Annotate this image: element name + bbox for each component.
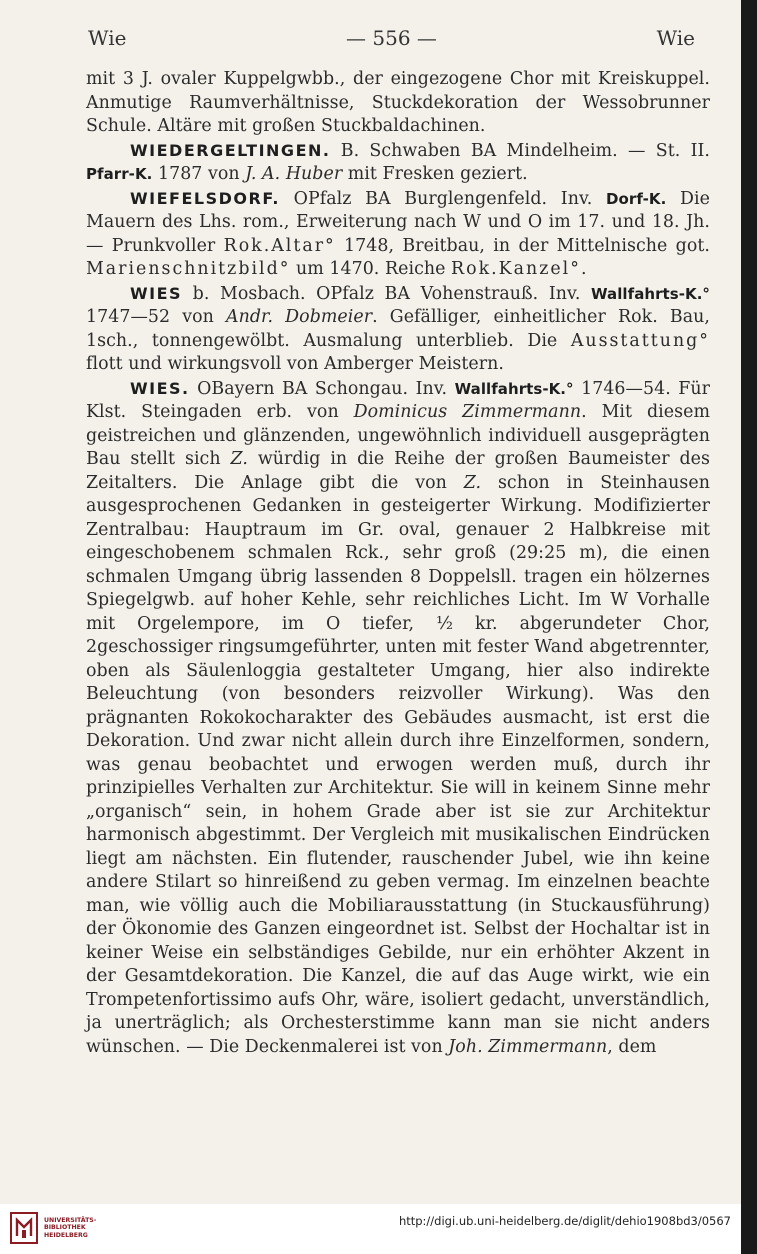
building-label: Wallfahrts-K.°	[454, 379, 574, 398]
spaced-term: Ausstattung°	[570, 330, 710, 351]
entry-heading: WIES.	[130, 378, 190, 398]
artist-abbrev: Z.	[230, 449, 248, 469]
entry-heading: WIEFELSDORF.	[130, 188, 280, 208]
running-header	[88, 26, 695, 50]
entry-wies-schongau: WIES. OBayern BA Schongau. Inv. Wallfahrts-K.° 1746—54. Für Klst. Steingaden erb. von Dominicus Zimmermann. Mit diesem geistreichen und glänzenden, ungewöhnlich individuell ausgeprägten Bau stellt sich Z. würdig in die Reihe der großen Baumeister des Zeitalters. Die Anlage gibt die von Z. schon in Steinhausen ausgesprochenen Gedanken in gesteigerter Wirkung. Modifizierter Zentralbau: Hauptraum im Gr. oval, genauer 2 Halbkreise mit eingeschobenem schmalen Rck., sehr groß (29:25 m), die einen schmalen Umgang übrig lassenden 8 Doppelsll. tragen ein hölzernes Spiegelgwb. auf hoher Kehle, sehr reichliches Licht. Im W Vorhalle mit Orgelempore, im O tiefer, ½ kr. abgerundeter Chor, 2geschossiger ringsumgeführter, unten mit fester Wand abgetrennter, oben als Säulenloggia gestalteter Umgang, hier also indirekte Beleuchtung (von besonders reizvoller Wirkung). Was den prägnanten Rokokocharakter des Gebäudes ausmacht, ist erst die Dekoration. Und zwar nicht allein durch ihre Einzelformen, sondern, was genau beobachtet und erwogen werden muß, durch ihr prinzipielles Verhalten zur Architektur. Sie will in keinem Sinne mehr „organisch“ sein, in hohem Grade aber ist sie zur Architektur harmonisch abgestimmt. Der Vergleich mit musikalischen Eindrücken liegt am nächsten. Ein flutender, rauschender Jubel, wie ihn keine andere Stilart so hinreißend zu geben vermag. Im einzelnen beachte man, wie völlig auch die Mobiliarausstattung (in Stuckausführung) der Ökonomie des Ganzen eingeordnet ist. Selbst der Hochaltar ist in keiner Weise ein selbständiges Gebilde, nur ein erhöhter Akzent in der Gesamtdekoration. Die Kanzel, die auf das Auge wirkt, wie ein Trompetenfortissimo aufs Ohr, wäre, isoliert gedacht, unverständlich, ja unerträglich; als Orchesterstimme kann man sie nicht anders wünschen. — Die Deckenmalerei ist von Joh. Zimmermann, dem	[86, 378, 710, 1057]
library-logo[interactable]	[10, 1212, 96, 1244]
spaced-term: Rok.Kanzel°	[451, 259, 581, 279]
permalink-url[interactable]: http://digi.ub.uni-heidelberg.de/diglit/dehio1908bd3/0567	[398, 1214, 731, 1228]
header-left-keyword: Wie	[88, 26, 127, 50]
artist-name: J. A. Huber	[245, 164, 343, 184]
entry-heading: WIEDERGELTINGEN.	[130, 140, 331, 160]
artist-name: Joh. Zimmermann	[448, 1036, 608, 1057]
entry-wiefelsdorf: WIEFELSDORF. OPfalz BA Burglengenfeld. Inv. Dorf-K. Die Mauern des Lhs. rom., Erweiterung nach W und O im 17. und 18. Jh. — Prunkvoller Rok.Altar° 1748, Breitbau, in der Mittelnische got. Marienschnitzbild° um 1470. Reiche Rok.Kanzel°.	[86, 188, 711, 279]
page-number: — 556 —	[346, 26, 437, 50]
page-body	[86, 68, 710, 1059]
viewer-footer	[0, 1204, 741, 1254]
header-right-keyword: Wie	[656, 26, 695, 50]
university-seal-icon	[10, 1212, 38, 1244]
building-label: Dorf-K.	[606, 189, 667, 208]
artist-name: Andr. Dobmeier	[226, 307, 373, 327]
building-label: Wallfahrts-K.°	[591, 284, 710, 303]
artist-name: Dominicus Zimmermann	[353, 402, 582, 422]
spaced-term: Rok.Altar°	[223, 235, 336, 256]
entry-heading: WIES	[130, 283, 183, 303]
entry-wies-mosbach: WIES b. Mosbach. OPfalz BA Vohenstrauß. Inv. Wallfahrts-K.° 1747—52 von Andr. Dobmeier. Gefälliger, einheitlicher Rok. Bau, 1sch., tonnengewölbt. Ausmalung unterblieb. Die Ausstattung° flott und wirkungsvoll von Amberger Meistern.	[86, 283, 710, 374]
library-name: UNIVERSITÄTS- BIBLIOTHEK HEIDELBERG	[44, 1216, 97, 1239]
building-label: Pfarr-K.	[86, 165, 153, 183]
entry-wiedergeltingen: WIEDERGELTINGEN. B. Schwaben BA Mindelheim. — St. II. Pfarr-K. 1787 von J. A. Huber mit Fresken geziert.	[86, 140, 710, 184]
spaced-term: Marienschnitzbild°	[86, 259, 291, 279]
paragraph-continuation: mit 3 J. ovaler Kuppelgwbb., der eingezogene Chor mit Kreiskuppel. Anmutige Raumverhältnisse, Stuckdekoration der Wessobrunner Schule. Altäre mit großen Stuckbaldachinen.	[86, 69, 710, 136]
artist-abbrev: Z.	[463, 472, 482, 493]
